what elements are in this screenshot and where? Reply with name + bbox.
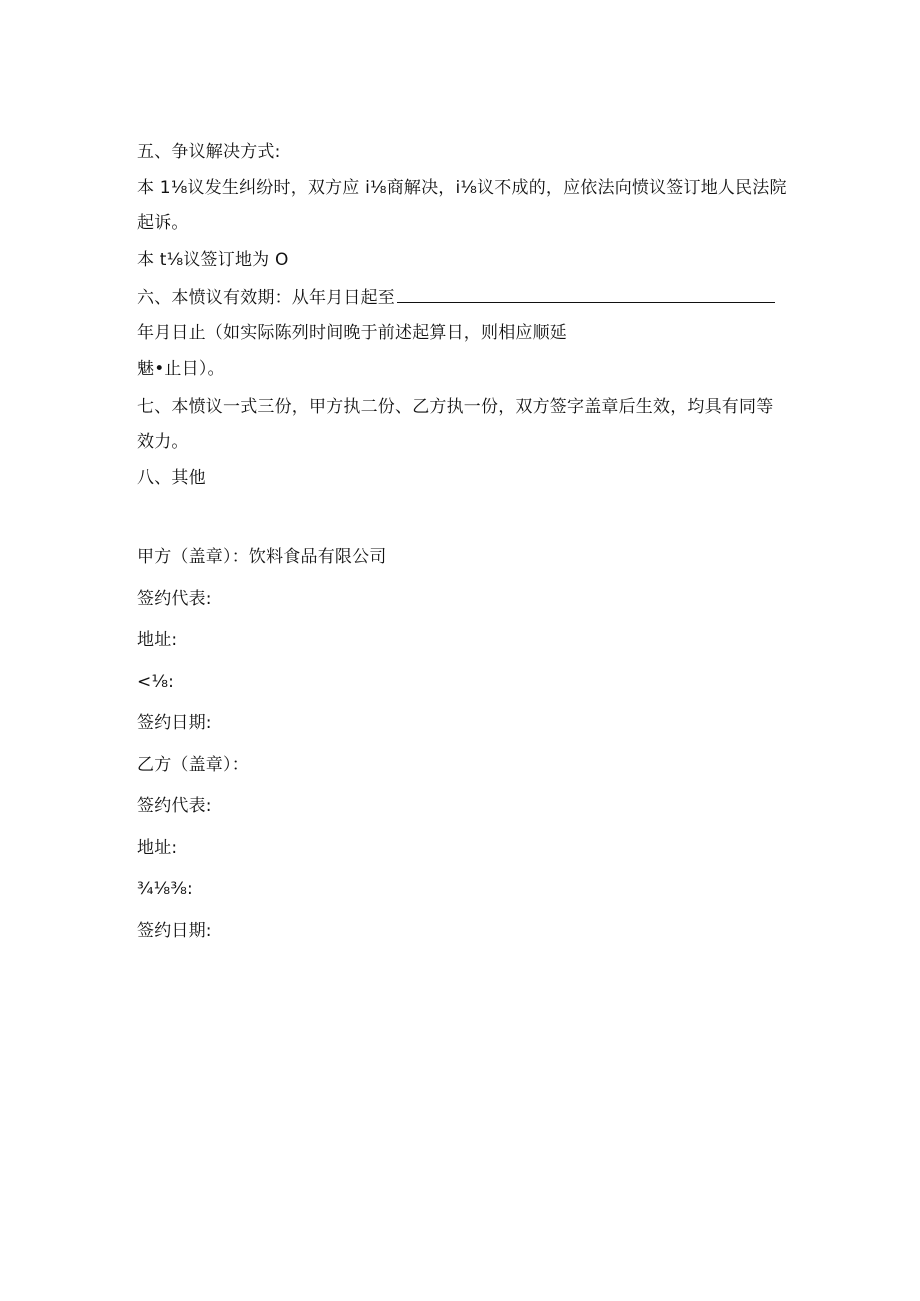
party-a-address: 地址: [137, 630, 178, 650]
party-a-label: 甲方（盖章）：饮料食品有限公司 [137, 547, 387, 567]
party-b-address: 地址: [137, 838, 178, 858]
section-5-paragraph-line-2: 起诉。 [137, 213, 189, 233]
section-6-line-3: 魅•止日）。 [137, 359, 225, 379]
section-5-signing-place: 本 t⅛议签订地为 O [137, 250, 289, 270]
section-6-line-1 [137, 287, 775, 308]
section-8-heading: 八、其他 [137, 468, 206, 488]
party-b-representative: 签约代表: [137, 796, 212, 816]
party-b-phone: ¾⅛⅜: [137, 879, 193, 899]
section-6-validity-text: 六、本愤议有效期：从年月日起至 [137, 288, 395, 308]
section-7-line-2: 效力。 [137, 432, 189, 452]
party-a-sign-date: 签约日期: [137, 713, 212, 733]
section-5-paragraph-line-1: 本 1⅛议发生纠纷时，双方应 i⅛商解决，i⅛议不成的，应依法向愤议签订地人民法院 [137, 178, 787, 198]
section-6-line-2: 年月日止（如实际陈列时间晚于前述起算日，则相应顺延 [137, 323, 567, 343]
party-b-label: 乙方（盖章）： [137, 755, 249, 775]
party-a-representative: 签约代表: [137, 589, 212, 609]
party-a-phone: <⅛: [137, 672, 175, 692]
party-b-sign-date: 签约日期: [137, 921, 212, 941]
section-7-line-1: 七、本愤议一式三份，甲方执二份、乙方执一份，双方签字盖章后生效，均具有同等 [137, 397, 774, 417]
section-5-heading: 五、争议解决方式: [137, 142, 281, 162]
blank-underline [397, 287, 775, 303]
